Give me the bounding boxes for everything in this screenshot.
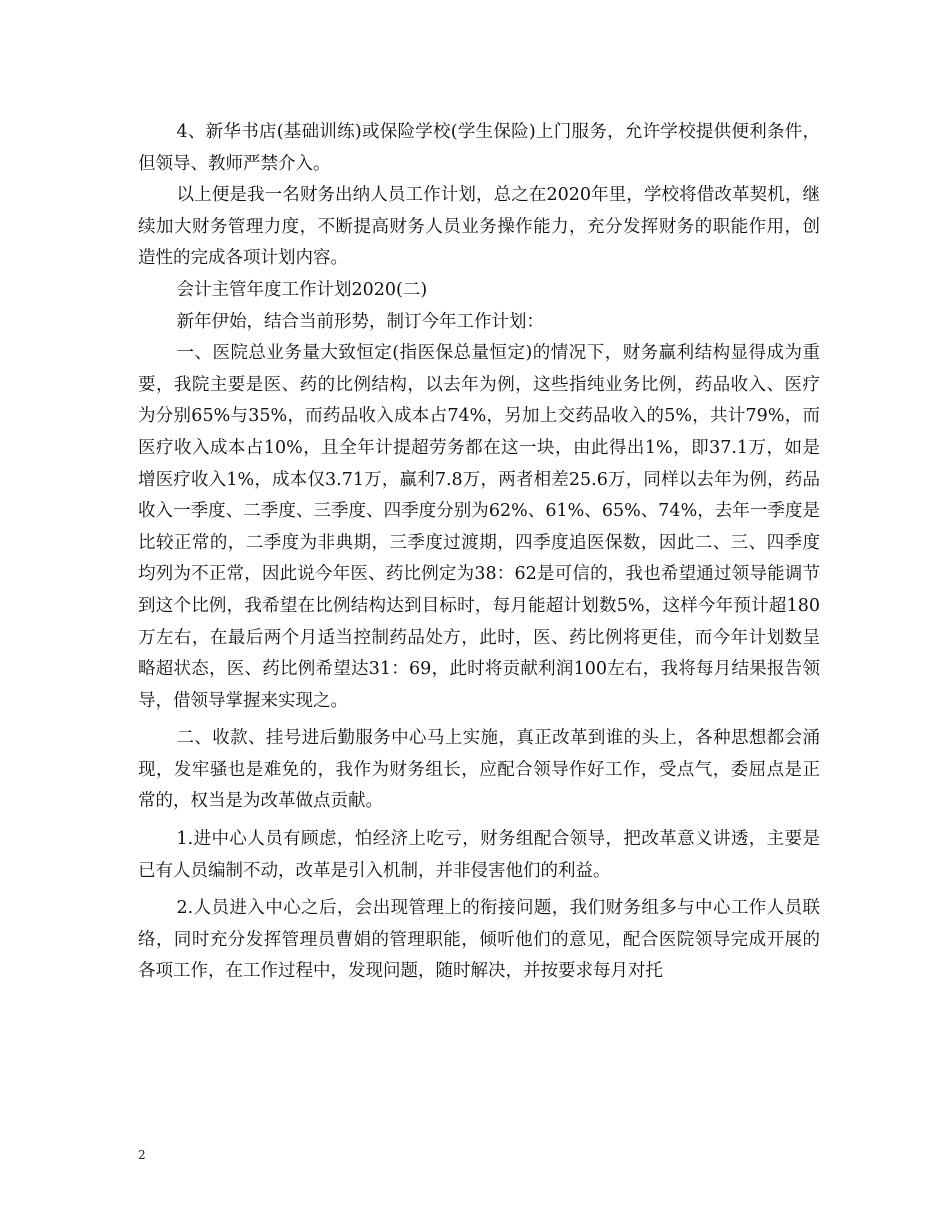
paragraph-section-2: 二、收款、挂号进后勤服务中心马上实施，真正改革到谁的头上，各种思想都会涌现，发牢骚也是难免的，我作为财务组长，应配合领导作好工作，受点气，委屈点是正常的，权当是为改革做点贡献。 <box>138 728 820 812</box>
paragraph-item-2: 2.人员进入中心之后，会出现管理上的衔接问题，我们财务组多与中心工作人员联络，同时充分发挥管理员曹娟的管理职能，倾听他们的意见，配合医院领导完成开展的各项工作，在工作过程中，发现问题，随时解决，并按要求每月对托 <box>138 898 820 982</box>
paragraph-section-1: 一、医院总业务量大致恒定(指医保总量恒定)的情况下，财务赢利结构显得成为重要，我院主要是医、药的比例结构，以去年为例，这些指纯业务比例，药品收入、医疗为分别65%与35%，而药品收入成本占74%，另加上交药品收入的5%，共计79%，而医疗收入成本占10%，且全年计提超劳务都在这一块，由此得出1%，即37.1万，如是增医疗收入1%，成本仅3.71万，赢利7.8万，两者相差25.6万，同样以去年为例，药品收入一季度、二季度、三季度、四季度分别为62%、61%、65%、74%，去年一季度是比较正常的，二季度为非典期，三季度过渡期，四季度追医保数，因此二、三、四季度均列为不正常，因此说今年医、药比例定为38：62是可信的，我也希望通过领导能调节到这个比例，我希望在比例结构达到目标时，每月能超计划数5%，这样今年预计超180万左右，在最后两个月适当控制药品处方，此时，医、药比例将更佳，而今年计划数呈略超状态，医、药比例希望达31：69，此时将贡献利润100左右，我将每月结果报告领导，借领导掌握来实现之。 <box>138 343 820 711</box>
section-heading: 会计主管年度工作计划2020(二) <box>176 279 428 300</box>
paragraph-2: 以上便是我一名财务出纳人员工作计划，总之在2020年里，学校将借改革契机，继续加大财务管理力度，不断提高财务人员业务操作能力，充分发挥财务的职能作用，创造性的完成各项计划内容。 <box>138 185 820 269</box>
page-number: 2 <box>138 1148 146 1162</box>
paragraph-1: 4、新华书店(基础训练)或保险学校(学生保险)上门服务，允许学校提供便利条件，但领导、教师严禁介入。 <box>138 122 820 174</box>
document-body <box>138 117 820 988</box>
paragraph-item-1: 1.进中心人员有顾虑，怕经济上吃亏，财务组配合领导，把改革意义讲透，主要是已有人员编制不动，改革是引入机制，并非侵害他们的利益。 <box>138 829 820 881</box>
paragraph-intro: 新年伊始，结合当前形势，制订今年工作计划： <box>176 311 544 332</box>
